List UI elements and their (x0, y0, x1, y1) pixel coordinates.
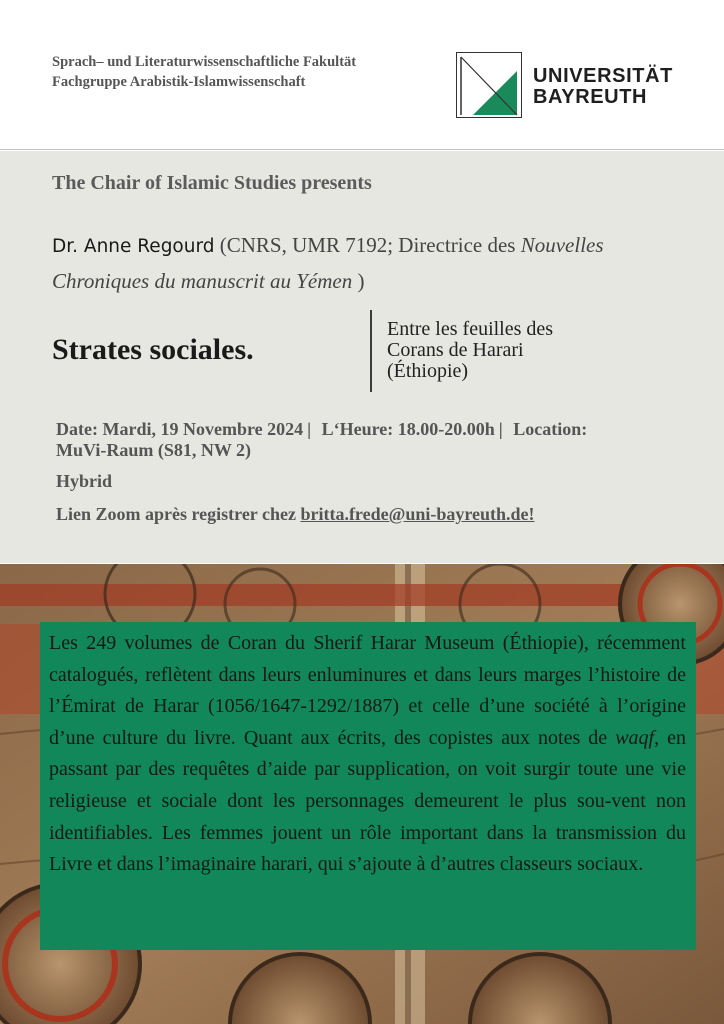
subtitle-line: Corans de Harari (387, 339, 524, 361)
event-date: Date: Mardi, 19 Novembre 2024 (56, 419, 304, 439)
abstract-part: Les 249 volumes de Coran du Sherif Harar Museum (Éthiopie), récemment catalogués, reflètent dans leurs enluminures et dans leurs marges l’histoire de l’Émirat de Harar (1056/1647-1292/1887) et celle d’une société à l’origine d’une culture du livre. Quant aux écrits, des copistes aux notes de (49, 632, 686, 749)
speaker-affiliation-suffix: ) (352, 269, 365, 293)
university-logo-icon (456, 52, 522, 118)
abstract-box (40, 622, 696, 950)
separator: | (307, 419, 312, 439)
speaker-affiliation-italic: Nouvelles Chroniques du manuscrit au Yémen (52, 233, 604, 293)
registration-email-link[interactable]: britta.frede@uni-bayreuth.de! (300, 504, 535, 524)
abstract-text (49, 628, 686, 881)
subtitle-line: (Éthiopie) (387, 360, 469, 382)
talk-title: Strates sociales. (52, 333, 254, 366)
event-time: L‘Heure: 18.00-20.00h (321, 419, 495, 439)
abstract-part: , en passant par des requêtes d’aide par supplication, on voit surgir toute une vie religieuse et sociale dont les personnages demeurent le plus sou-vent non identifiables. Les femmes jouent un rôle important dans la transmission du Livre et dans l’imaginaire harari, qui s’ajoute à d’autres classeurs sociaux. (49, 726, 686, 876)
faculty-block (52, 52, 356, 92)
presenter-line: The Chair of Islamic Studies presents (52, 172, 372, 194)
abstract-italic-term: waqf (615, 726, 655, 749)
talk-subtitle (387, 319, 617, 382)
speaker-name: Dr. Anne Regourd (52, 236, 215, 257)
event-details (56, 419, 696, 461)
event-location: MuVi-Raum (S81, NW 2) (56, 440, 252, 460)
logo-line-universitat: UNIVERSITÄT (533, 65, 673, 87)
faculty-name: Sprach– und Literaturwissenschaftliche Fakultät (52, 54, 357, 70)
zoom-registration (56, 504, 535, 525)
zoom-text: Lien Zoom après registrer chez (56, 504, 301, 524)
logo-line-bayreuth: BAYREUTH (533, 86, 648, 108)
event-format: Hybrid (56, 471, 113, 491)
university-logo-text (533, 66, 673, 108)
page-header (0, 0, 724, 150)
title-divider (370, 310, 372, 392)
location-label: Location: (513, 419, 588, 439)
speaker-block (52, 228, 692, 298)
department-name: Fachgruppe Arabistik-Islamwissenschaft (52, 74, 306, 90)
speaker-affiliation-prefix: (CNRS, UMR 7192; Directrice des (214, 233, 521, 257)
subtitle-line: Entre les feuilles des (387, 318, 554, 340)
separator: | (498, 419, 503, 439)
